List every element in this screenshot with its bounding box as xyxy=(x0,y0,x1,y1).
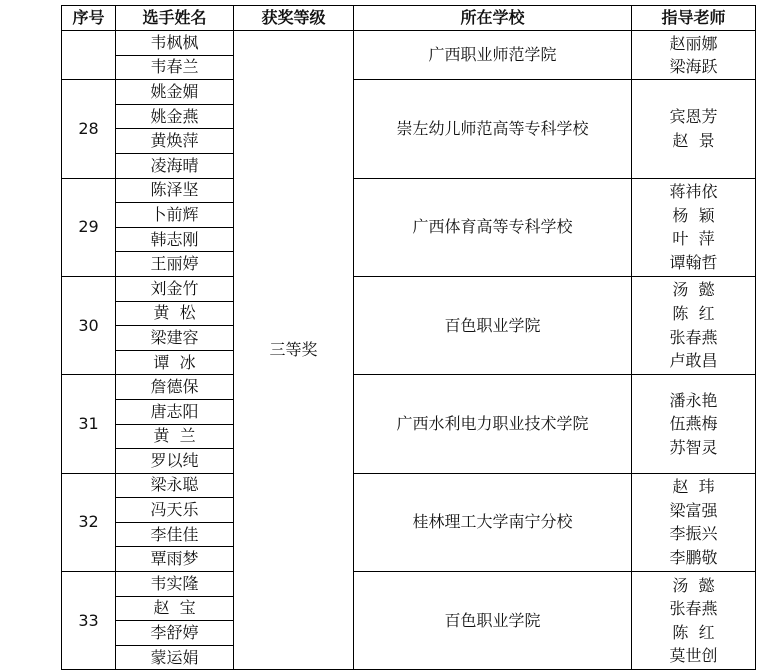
teacher-list xyxy=(632,80,756,178)
teacher-list xyxy=(632,572,756,670)
teacher-name: 汤 懿 xyxy=(672,280,715,300)
contestant-name: 唐志阳 xyxy=(116,399,234,424)
teacher-name: 梁海跃 xyxy=(669,57,718,77)
group-index: 33 xyxy=(62,572,116,670)
teacher-name: 谭翰哲 xyxy=(669,252,718,272)
contestant-name: 韦枫枫 xyxy=(116,31,234,56)
table-row xyxy=(62,80,756,105)
teacher-name: 卢敢昌 xyxy=(669,351,718,371)
contestant-name: 冯天乐 xyxy=(116,498,234,523)
teacher-name: 赵 景 xyxy=(672,130,715,150)
award-table xyxy=(61,5,756,670)
contestant-name: 李佳佳 xyxy=(116,522,234,547)
header-teacher: 指导老师 xyxy=(632,6,756,31)
contestant-name: 梁建容 xyxy=(116,326,234,351)
group-index: 28 xyxy=(62,80,116,178)
table-row xyxy=(62,572,756,597)
contestant-name: 赵 宝 xyxy=(116,596,234,621)
teacher-name: 张春燕 xyxy=(669,327,718,347)
table-row xyxy=(62,375,756,400)
contestant-name: 韦实隆 xyxy=(116,572,234,597)
contestant-name: 姚金媚 xyxy=(116,80,234,105)
teacher-name: 潘永艳 xyxy=(669,390,718,410)
table-row xyxy=(62,473,756,498)
school-name: 广西水利电力职业技术学院 xyxy=(354,375,632,473)
contestant-name: 蒙运娟 xyxy=(116,645,234,670)
contestant-name: 梁永聪 xyxy=(116,473,234,498)
contestant-name: 陈泽坚 xyxy=(116,178,234,203)
header-school: 所在学校 xyxy=(354,6,632,31)
school-name: 广西体育高等专科学校 xyxy=(354,178,632,276)
teacher-list xyxy=(632,473,756,571)
teacher-list xyxy=(632,276,756,374)
teacher-name: 赵丽娜 xyxy=(669,33,718,53)
group-index: 30 xyxy=(62,276,116,374)
teacher-name: 苏智灵 xyxy=(669,437,718,457)
teacher-list xyxy=(632,375,756,473)
header-row xyxy=(62,6,756,31)
header-name: 选手姓名 xyxy=(116,6,234,31)
contestant-name: 凌海晴 xyxy=(116,153,234,178)
teacher-name: 汤 懿 xyxy=(672,575,715,595)
table-body xyxy=(62,31,756,670)
teacher-name: 莫世创 xyxy=(669,646,718,666)
group-index: 32 xyxy=(62,473,116,571)
teacher-name: 伍燕梅 xyxy=(669,414,718,434)
teacher-name: 李振兴 xyxy=(669,524,718,544)
award-level: 三等奖 xyxy=(234,31,354,670)
school-name: 百色职业学院 xyxy=(354,572,632,670)
teacher-name: 叶 萍 xyxy=(672,229,715,249)
contestant-name: 黄 松 xyxy=(116,301,234,326)
teacher-name: 蒋祎依 xyxy=(669,182,718,202)
teacher-name: 宾恩芳 xyxy=(669,107,718,127)
teacher-name: 杨 颖 xyxy=(672,205,715,225)
teacher-name: 李鹏敬 xyxy=(669,547,718,567)
contestant-name: 韩志刚 xyxy=(116,227,234,252)
teacher-name: 赵 玮 xyxy=(672,477,715,497)
header-index: 序号 xyxy=(62,6,116,31)
school-name: 桂林理工大学南宁分校 xyxy=(354,473,632,571)
table-row xyxy=(62,178,756,203)
teacher-name: 梁富强 xyxy=(669,500,718,520)
contestant-name: 覃雨梦 xyxy=(116,547,234,572)
contestant-name: 刘金竹 xyxy=(116,276,234,301)
teacher-list xyxy=(632,178,756,276)
group-index xyxy=(62,31,116,80)
teacher-name: 陈 红 xyxy=(672,622,715,642)
group-index: 29 xyxy=(62,178,116,276)
school-name: 崇左幼儿师范高等专科学校 xyxy=(354,80,632,178)
contestant-name: 姚金燕 xyxy=(116,104,234,129)
contestant-name: 黄 兰 xyxy=(116,424,234,449)
teacher-list xyxy=(632,31,756,80)
table-row xyxy=(62,276,756,301)
school-name: 广西职业师范学院 xyxy=(354,31,632,80)
contestant-name: 詹德保 xyxy=(116,375,234,400)
contestant-name: 谭 冰 xyxy=(116,350,234,375)
contestant-name: 罗以纯 xyxy=(116,449,234,474)
teacher-name: 陈 红 xyxy=(672,304,715,324)
group-index: 31 xyxy=(62,375,116,473)
contestant-name: 李舒婷 xyxy=(116,621,234,646)
contestant-name: 王丽婷 xyxy=(116,252,234,277)
header-award: 获奖等级 xyxy=(234,6,354,31)
teacher-name: 张春燕 xyxy=(669,599,718,619)
contestant-name: 卜前辉 xyxy=(116,203,234,228)
contestant-name: 韦春兰 xyxy=(116,55,234,80)
school-name: 百色职业学院 xyxy=(354,276,632,374)
table-row xyxy=(62,31,756,56)
contestant-name: 黄焕萍 xyxy=(116,129,234,154)
